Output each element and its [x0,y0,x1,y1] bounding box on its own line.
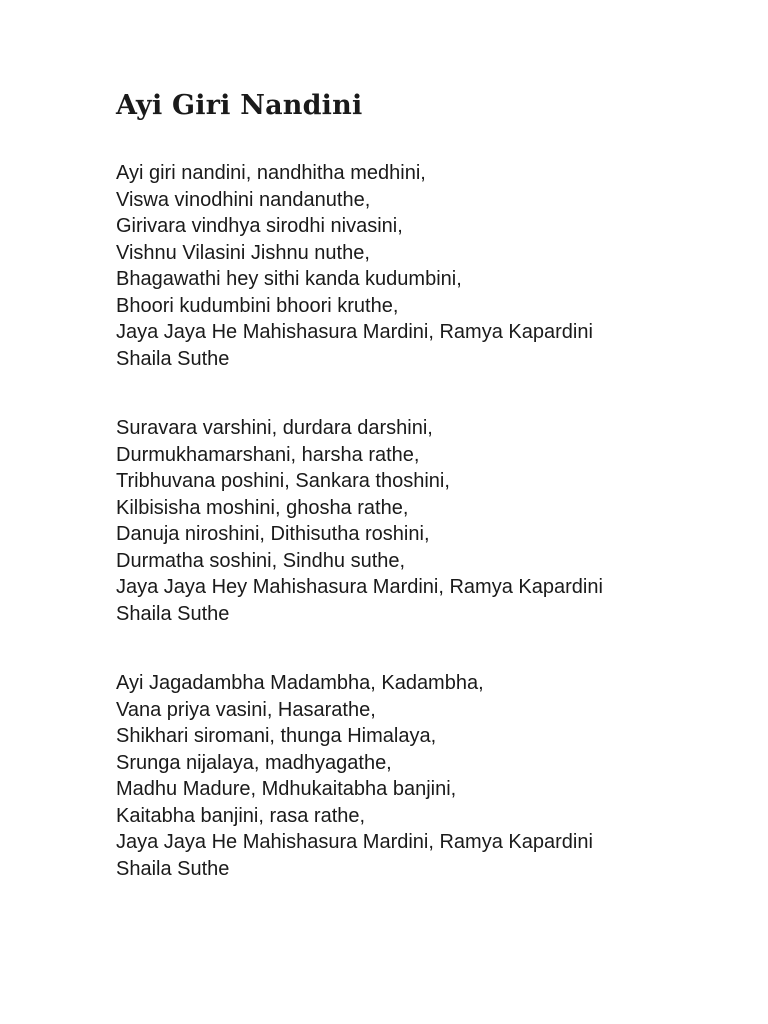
document-title: Ayi Giri Nandini [116,90,363,121]
verse-line: Durmukhamarshani, harsha rathe, [116,443,420,466]
verse-3 [116,670,736,882]
verse-line: Ayi giri nandini, nandhitha medhini, [116,162,426,184]
verse-line: Bhagawathi hey sithi kanda kudumbini, [116,268,462,290]
verses-container [116,160,736,882]
verse-line: Ayi Jagadambha Madambha, Kadambha, [116,672,484,694]
verse-line: Jaya Jaya Hey Mahishasura Mardini, Ramya Kapardini [116,576,603,598]
verse-line: Suravara varshini, durdara darshini, [116,417,433,439]
verse-line: Tribhuvana poshini, Sankara thoshini, [116,470,450,492]
verse-line: Madhu Madure, Mdhukaitabha banjini, [116,778,457,800]
verse-1 [116,160,736,372]
verse-line: Shaila Suthe [116,857,230,880]
verse-line: Vana priya vasini, Hasarathe, [116,698,376,721]
verse-line: Girivara vindhya sirodhi nivasini, [116,215,403,237]
verse-line: Bhoori kudumbini bhoori kruthe, [116,294,399,317]
verse-line: Durmatha soshini, Sindhu suthe, [116,549,406,572]
verse-line: Kilbisisha moshini, ghosha rathe, [116,496,409,519]
verse-line: Shikhari siromani, thunga Himalaya, [116,725,437,747]
verse-2 [116,415,736,627]
verse-line: Shaila Suthe [116,602,230,625]
verse-line: Jaya Jaya He Mahishasura Mardini, Ramya Kapardini [116,321,593,343]
verse-line: Viswa vinodhini nandanuthe, [116,188,371,211]
verse-line: Shaila Suthe [116,347,230,370]
verse-line: Danuja niroshini, Dithisutha roshini, [116,523,430,545]
verse-line: Jaya Jaya He Mahishasura Mardini, Ramya Kapardini [116,831,593,853]
verse-line: Vishnu Vilasini Jishnu nuthe, [116,241,370,264]
document-page [116,86,736,925]
verse-line: Srunga nijalaya, madhyagathe, [116,751,392,774]
verse-line: Kaitabha banjini, rasa rathe, [116,804,366,827]
